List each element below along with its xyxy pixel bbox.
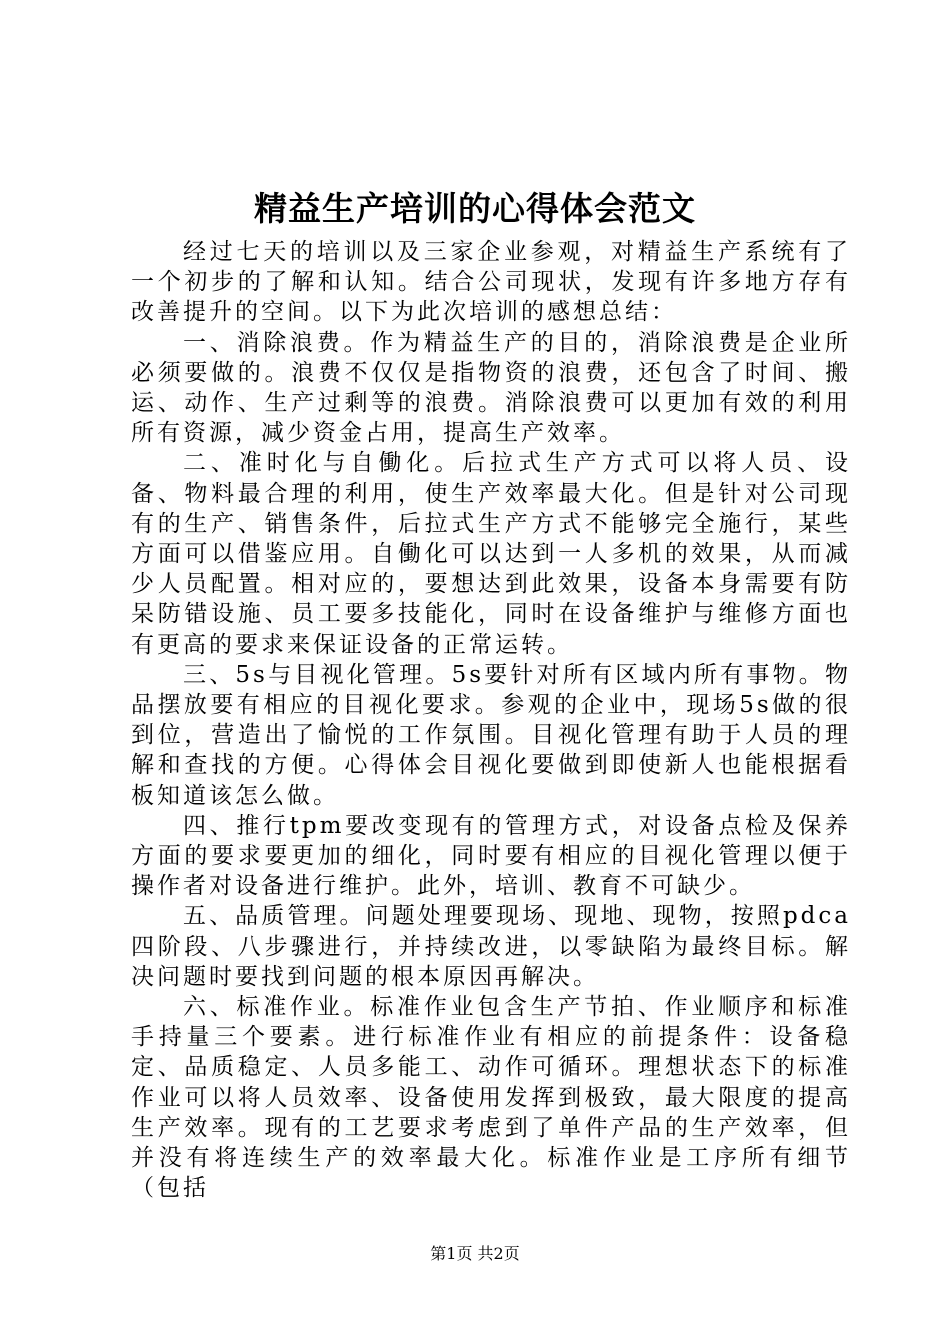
paragraph-jit-jidoka: 二、准时化与自働化。后拉式生产方式可以将人员、设备、物料最合理的利用，使生产效率最大化。但是针对公司现有的生产、销售条件，后拉式生产方式不能够完全施行，某些方面可以借鉴应用。自働化可以达到一人多机的效果，从而减少人员配置。相对应的，要想达到此效果，设备本身需要有防呆防错设施、员工要多技能化，同时在设备维护与维修方面也有更高的要求来保证设备的正常运转。 [131,450,851,658]
paragraph-standard-work: 六、标准作业。标准作业包含生产节拍、作业顺序和标准手持量三个要素。进行标准作业有相应的前提条件：设备稳定、品质稳定、人员多能工、动作可循环。理想状态下的标准作业可以将人员效率、设备使用发挥到极致，最大限度的提高生产效率。现有的工艺要求考虑到了单件产品的生产效率，但并没有将连续生产的效率最大化。标准作业是工序所有细节（包括 [131,994,851,1202]
paragraph-quality-management: 五、品质管理。问题处理要现场、现地、现物，按照pdca四阶段、八步骤进行，并持续改进，以零缺陷为最终目标。解决问题时要找到问题的根本原因再解决。 [131,903,851,990]
document-body [131,237,851,1204]
paragraph-eliminate-waste: 一、消除浪费。作为精益生产的目的，消除浪费是企业所必须要做的。浪费不仅仅是指物资的浪费，还包含了时间、搬运、动作、生产过剩等的浪费。消除浪费可以更加有效的利用所有资源，减少资金占用，提高生产效率。 [131,329,851,447]
paragraph-tpm: 四、推行tpm要改变现有的管理方式，对设备点检及保养方面的要求要更加的细化，同时要有相应的目视化管理以便于操作者对设备进行维护。此外，培训、教育不可缺少。 [131,812,851,900]
paragraph-5s-visual-management: 三、5s与目视化管理。5s要针对所有区域内所有事物。物品摆放要有相应的目视化要求。参观的企业中，现场5s做的很到位，营造出了愉悦的工作氛围。目视化管理有助于人员的理解和查找的方便。心得体会目视化要做到即使新人也能根据看板知道该怎么做。 [131,661,851,809]
page-number-footer: 第1页 共2页 [430,1244,520,1263]
document-title: 精益生产培训的心得体会范文 [254,189,696,228]
paragraph-intro: 经过七天的培训以及三家企业参观，对精益生产系统有了一个初步的了解和认知。结合公司现状，发现有许多地方存有改善提升的空间。以下为此次培训的感想总结： [131,239,851,326]
